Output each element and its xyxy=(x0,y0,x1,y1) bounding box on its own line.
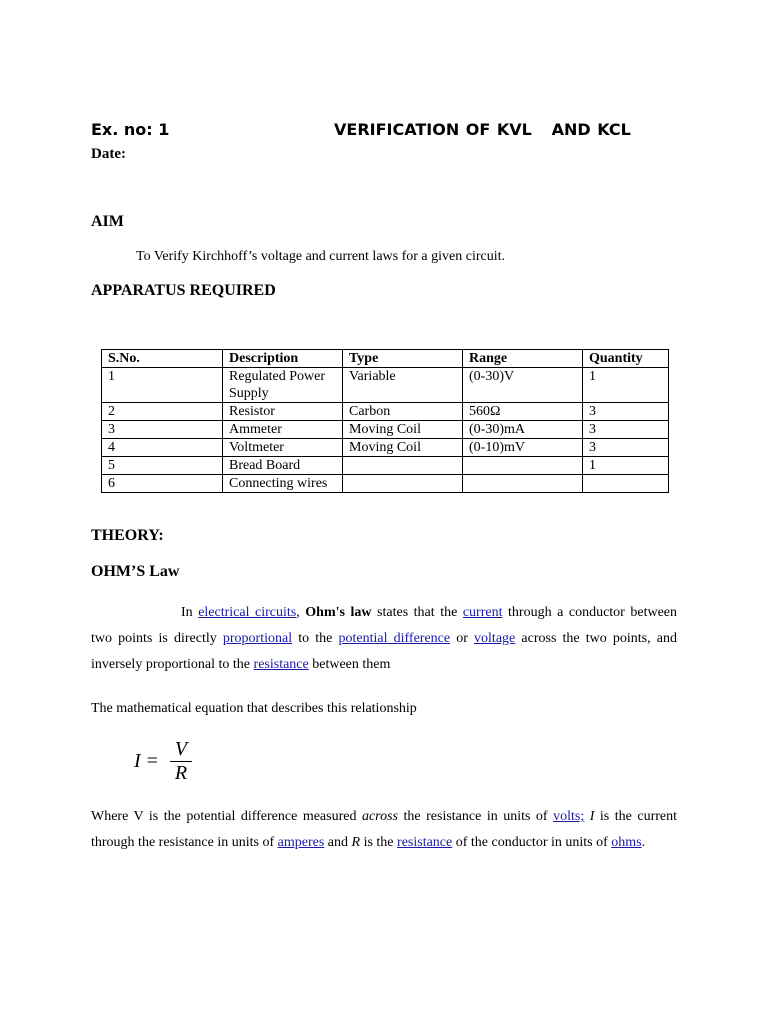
link-potential-difference[interactable]: potential difference xyxy=(338,631,451,646)
table-row xyxy=(102,368,669,403)
table-cell: Ammeter xyxy=(223,421,343,439)
table-cell: (0-30)mA xyxy=(463,421,583,439)
table-cell: (0-10)mV xyxy=(463,439,583,457)
table-cell xyxy=(583,475,669,493)
date-label: Date: xyxy=(91,146,126,162)
table-cell: Moving Coil xyxy=(343,439,463,457)
table-cell: Moving Coil xyxy=(343,421,463,439)
page-title: VERIFICATION OF KVL AND KCL xyxy=(334,120,631,139)
table-cell: 3 xyxy=(583,421,669,439)
table-header-row xyxy=(102,350,669,368)
link-current[interactable]: current xyxy=(462,605,503,620)
apparatus-table xyxy=(101,349,669,493)
exercise-number: Ex. no: 1 xyxy=(91,120,170,139)
table-cell: Bread Board xyxy=(223,457,343,475)
apparatus-heading: APPARATUS REQUIRED xyxy=(91,282,276,299)
table-cell: Regulated Power Supply xyxy=(223,368,343,403)
table-cell: 4 xyxy=(102,439,223,457)
ohms-law-equation xyxy=(134,738,192,785)
table-row xyxy=(102,475,669,493)
table-cell: 3 xyxy=(102,421,223,439)
column-header: Type xyxy=(343,350,463,368)
table-cell: Connecting wires xyxy=(223,475,343,493)
table-row xyxy=(102,439,669,457)
link-resistance-2[interactable]: resistance xyxy=(397,835,453,850)
table-cell xyxy=(343,457,463,475)
column-header: Description xyxy=(223,350,343,368)
table-cell: Resistor xyxy=(223,403,343,421)
aim-heading: AIM xyxy=(91,213,124,230)
equation-numerator: V xyxy=(174,738,188,760)
table-cell: 1 xyxy=(583,457,669,475)
link-resistance[interactable]: resistance xyxy=(253,657,309,672)
link-proportional[interactable]: proportional xyxy=(222,631,293,646)
units-paragraph: Where V is the potential difference measured across the resistance in units of volts; I is the current through the resistance in units of amperes and R is the resistance of the conductor in units of ohms. xyxy=(91,809,678,850)
link-electrical-circuits[interactable]: electrical circuits xyxy=(198,605,297,620)
equation-fraction xyxy=(170,738,192,785)
table-cell: 6 xyxy=(102,475,223,493)
table-cell: 3 xyxy=(583,403,669,421)
table-cell: Variable xyxy=(343,368,463,403)
equation-denominator: R xyxy=(174,762,188,784)
table-cell: Carbon xyxy=(343,403,463,421)
table-cell: 3 xyxy=(583,439,669,457)
column-header: Quantity xyxy=(583,350,669,368)
aim-text: To Verify Kirchhoff’s voltage and current laws for a given circuit. xyxy=(136,249,505,264)
link-amperes[interactable]: amperes xyxy=(277,835,325,850)
ohms-law-heading: OHM’S Law xyxy=(91,563,180,580)
equation-intro: The mathematical equation that describes this relationship xyxy=(91,701,417,716)
table-cell xyxy=(463,475,583,493)
table-cell: (0-30)V xyxy=(463,368,583,403)
equation-lhs: I xyxy=(134,750,141,772)
ohms-law-paragraph: In electrical circuits, Ohm's law states that the current through a conductor between two points is directly proportional to the potential difference or voltage across the two points, and inversely proportional to the resistance between them xyxy=(91,605,678,672)
theory-heading: THEORY: xyxy=(91,527,164,544)
column-header: S.No. xyxy=(102,350,223,368)
column-header: Range xyxy=(463,350,583,368)
table-cell: Voltmeter xyxy=(223,439,343,457)
table-cell xyxy=(343,475,463,493)
link-ohms[interactable]: ohms xyxy=(611,835,642,850)
equation-equals: = xyxy=(146,750,158,772)
table-row xyxy=(102,421,669,439)
table-row xyxy=(102,457,669,475)
table-cell: 560Ω xyxy=(463,403,583,421)
link-volts[interactable]: volts; xyxy=(553,809,585,824)
table-cell: 5 xyxy=(102,457,223,475)
table-cell: 1 xyxy=(102,368,223,403)
table-row xyxy=(102,403,669,421)
table-cell: 1 xyxy=(583,368,669,403)
table-cell: 2 xyxy=(102,403,223,421)
link-voltage[interactable]: voltage xyxy=(474,631,516,646)
table-cell xyxy=(463,457,583,475)
